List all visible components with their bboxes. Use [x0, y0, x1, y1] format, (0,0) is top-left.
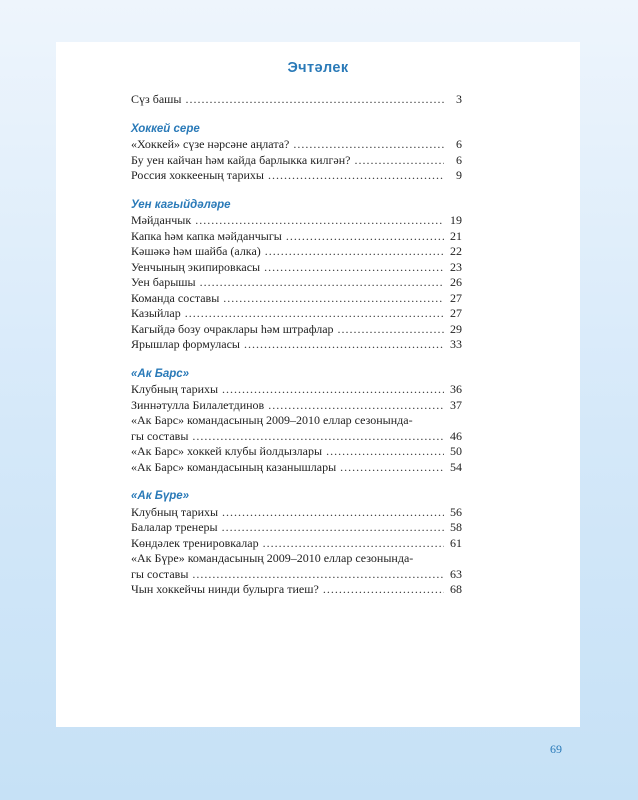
toc-entry-text: Клубның тарихы: [131, 504, 219, 519]
toc-entry-page: 9: [456, 168, 462, 182]
page-number: 69: [550, 742, 562, 756]
toc-leader-dots: [265, 244, 444, 260]
toc-entry[interactable]: [131, 520, 462, 536]
toc-leader-dots: [192, 429, 444, 445]
toc-entry[interactable]: [131, 137, 462, 153]
section-title: Хоккей сере: [131, 122, 200, 135]
toc-leader-dots: [200, 275, 444, 291]
toc-entry[interactable]: [131, 213, 462, 229]
toc-leader-dots: [340, 460, 444, 476]
toc-leader-dots: [185, 92, 444, 108]
toc-entry[interactable]: [131, 551, 462, 582]
toc-entry[interactable]: [131, 582, 462, 598]
toc-entry-page: 19: [450, 213, 462, 227]
toc-entry[interactable]: [131, 536, 462, 552]
toc-entry[interactable]: [131, 92, 462, 108]
toc-entry[interactable]: [131, 322, 462, 338]
toc-entry-text: Команда составы: [131, 290, 220, 305]
toc-entry-text: Ярышлар формуласы: [131, 337, 240, 351]
toc-leader-dots: [185, 306, 444, 322]
toc-entry[interactable]: [131, 291, 462, 307]
toc-entry-page: 23: [450, 259, 462, 274]
toc-entry-page: 26: [450, 275, 462, 289]
toc-entry-page: 36: [450, 382, 462, 396]
toc-entry-text: «Ак Барс» командасының 2009–2010 еллар сезонында-: [131, 413, 413, 427]
toc-entry[interactable]: [131, 244, 462, 260]
page: [56, 42, 580, 727]
toc-entry[interactable]: [131, 153, 462, 169]
toc-entry-text: Россия хоккееның тарихы: [131, 168, 264, 182]
toc-leader-dots: [244, 337, 444, 353]
toc-entry-page: 56: [450, 504, 462, 519]
toc-entry[interactable]: [131, 168, 462, 184]
toc-entry[interactable]: [131, 398, 462, 414]
toc-entry-text: Уенчының экипировкасы: [131, 259, 261, 274]
toc-entry-text: Сүз башы: [131, 92, 182, 106]
toc-entry[interactable]: [131, 413, 462, 444]
toc-entry-page: 6: [456, 137, 462, 151]
toc-entry-text-continued: гы составы: [131, 428, 189, 443]
toc-entry-text: Уен барышы: [131, 275, 196, 289]
toc-entry-page: 21: [450, 228, 462, 243]
toc-leader-dots: [268, 398, 444, 414]
toc-entry[interactable]: [131, 505, 462, 521]
toc-entry[interactable]: [131, 260, 462, 276]
table-of-contents: [131, 92, 462, 598]
toc-entry[interactable]: [131, 444, 462, 460]
toc-entry-text-continued: гы составы: [131, 566, 189, 581]
toc-leader-dots: [263, 536, 444, 552]
toc-entry-page: 61: [450, 535, 462, 550]
toc-entry-page: 27: [450, 290, 462, 305]
toc-entry[interactable]: [131, 382, 462, 398]
toc-leader-dots: [264, 260, 444, 276]
toc-entry-text: «Хоккей» сүзе нәрсәне аңлата?: [131, 137, 290, 151]
toc-leader-dots: [268, 168, 444, 184]
toc-entry-page: 54: [450, 459, 462, 474]
toc-entry[interactable]: [131, 460, 462, 476]
toc-entry-text: «Ак Барс» хоккей клубы йолдызлары: [131, 444, 323, 458]
toc-entry-text: Көндәлек тренировкалар: [131, 535, 259, 550]
toc-leader-dots: [222, 520, 444, 536]
toc-entry-page: 37: [450, 397, 462, 412]
toc-entry-page: 27: [450, 306, 462, 320]
toc-entry-text: Кагыйдә бозу очраклары һәм штрафлар: [131, 321, 334, 336]
toc-leader-dots: [222, 505, 444, 521]
toc-leader-dots: [223, 291, 444, 307]
toc-leader-dots: [338, 322, 444, 338]
toc-entry-text: Бу уен кайчан һәм кайда барлыкка килгән?: [131, 152, 351, 167]
toc-entry-page: 6: [456, 152, 462, 167]
toc-entry-text: Чын хоккейчы нинди булырга тиеш?: [131, 582, 319, 596]
toc-leader-dots: [192, 567, 444, 583]
toc-entry[interactable]: [131, 229, 462, 245]
toc-entry-page: 33: [450, 337, 462, 351]
toc-entry-page: 68: [450, 582, 462, 596]
toc-entry-text: «Ак Барс» командасының казанышлары: [131, 459, 337, 474]
toc-leader-dots: [323, 582, 444, 598]
section-title: «Ак Барс»: [131, 367, 190, 380]
toc-entry-page: 50: [450, 444, 462, 458]
toc-entry-text: Кәшәкә һәм шайба (алка): [131, 244, 261, 258]
toc-leader-dots: [222, 382, 444, 398]
toc-entry-text: Клубның тарихы: [131, 382, 219, 396]
toc-entry-text: Капка һәм капка мәйданчыгы: [131, 228, 282, 243]
section-title: «Ак Бүре»: [131, 490, 190, 502]
toc-entry[interactable]: [131, 337, 462, 353]
toc-entry-page: 3: [456, 92, 462, 106]
toc-entry-text: Мәйданчык: [131, 213, 192, 227]
toc-leader-dots: [195, 213, 444, 229]
toc-leader-dots: [354, 153, 444, 169]
toc-entry-text: «Ак Бүре» командасының 2009–2010 еллар сезонында-: [131, 551, 414, 565]
toc-entry-page: 46: [450, 428, 462, 443]
toc-leader-dots: [293, 137, 444, 153]
toc-entry-text: Балалар тренеры: [131, 520, 218, 534]
toc-entry-text: Зиннәтулла Билалетдинов: [131, 397, 265, 412]
toc-entry-page: 29: [450, 321, 462, 336]
page-title: Эчтәлек: [287, 60, 349, 76]
toc-entry[interactable]: [131, 275, 462, 291]
toc-entry[interactable]: [131, 306, 462, 322]
toc-leader-dots: [326, 444, 444, 460]
toc-entry-page: 58: [450, 520, 462, 534]
toc-entry-page: 22: [450, 244, 462, 258]
toc-leader-dots: [286, 229, 444, 245]
section-title: Уен кагыйдәләре: [131, 198, 231, 211]
toc-entry-page: 63: [450, 566, 462, 581]
toc-entry-text: Казыйлар: [131, 306, 181, 320]
